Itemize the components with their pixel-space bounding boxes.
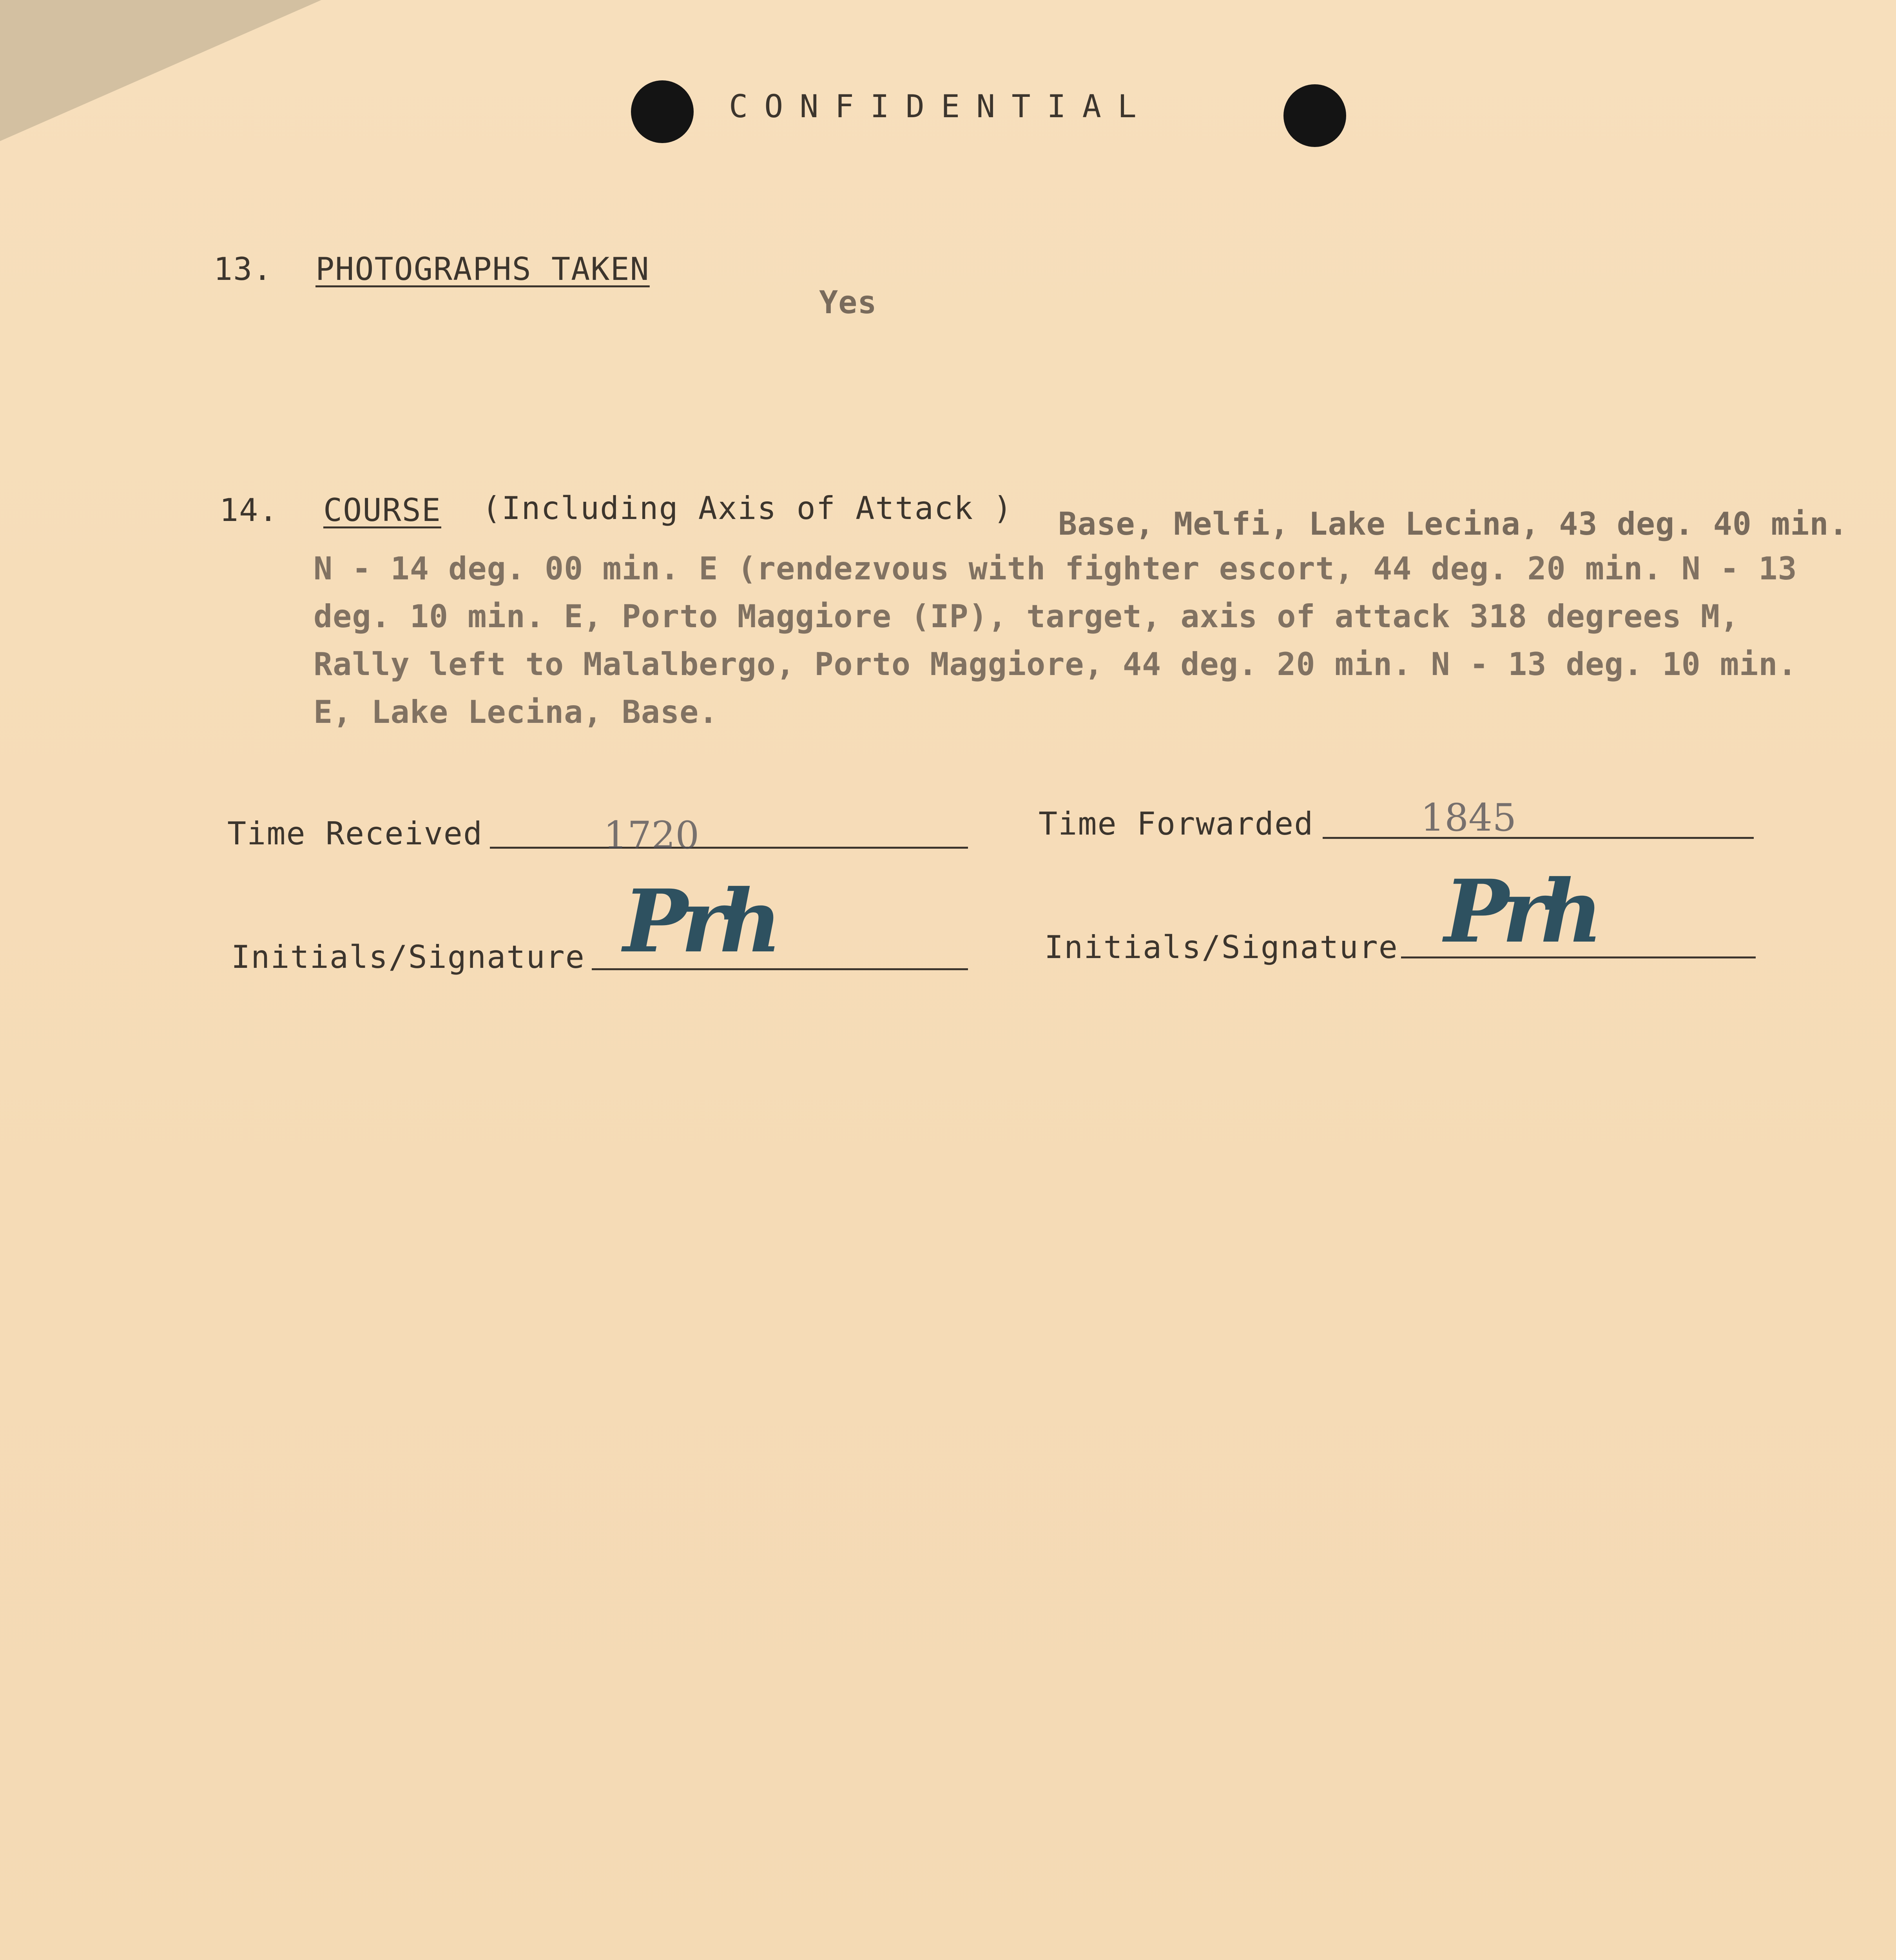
item-13-label: PHOTOGRAPHS TAKEN [315, 251, 650, 287]
time-forwarded-value: 1845 [1421, 796, 1517, 840]
time-received-value: 1720 [604, 813, 700, 857]
item-14-course-body: N - 14 deg. 00 min. E (rendezvous with fighter escort, 44 deg. 20 min. N - 13 deg. 10 min. E, Porto Maggiore (IP), target, axis of attack 318 degrees M, Rally left to Malalbergo, Porto Maggiore, 44 deg. 20 min. N - 13 deg. 10 min. E, Lake Lecina, Base. [314, 550, 1797, 730]
time-received-line [490, 847, 968, 849]
punch-hole-left [631, 80, 694, 143]
header-classification: CONFIDENTIAL [729, 88, 1153, 125]
item-14-label-suffix: (Including Axis of Attack ) [482, 490, 1013, 526]
punch-hole-right [1283, 84, 1346, 147]
initials-label-right: Initials/Signature [1044, 929, 1398, 965]
item-14-number: 14. [219, 492, 279, 528]
item-14-label: COURSE [323, 492, 441, 528]
initials-signature-left: Prh [623, 870, 775, 972]
time-received-label: Time Received [227, 815, 483, 852]
item-13-value: Yes [819, 284, 877, 321]
folded-corner [0, 0, 321, 141]
time-forwarded-label: Time Forwarded [1039, 806, 1314, 842]
initials-signature-right: Prh [1444, 860, 1596, 962]
item-14-first-line: Base, Melfi, Lake Lecina, 43 deg. 40 min. [1058, 506, 1848, 542]
time-forwarded-line [1323, 837, 1754, 839]
initials-label-left: Initials/Signature [231, 939, 585, 975]
item-13-number: 13. [214, 251, 273, 287]
